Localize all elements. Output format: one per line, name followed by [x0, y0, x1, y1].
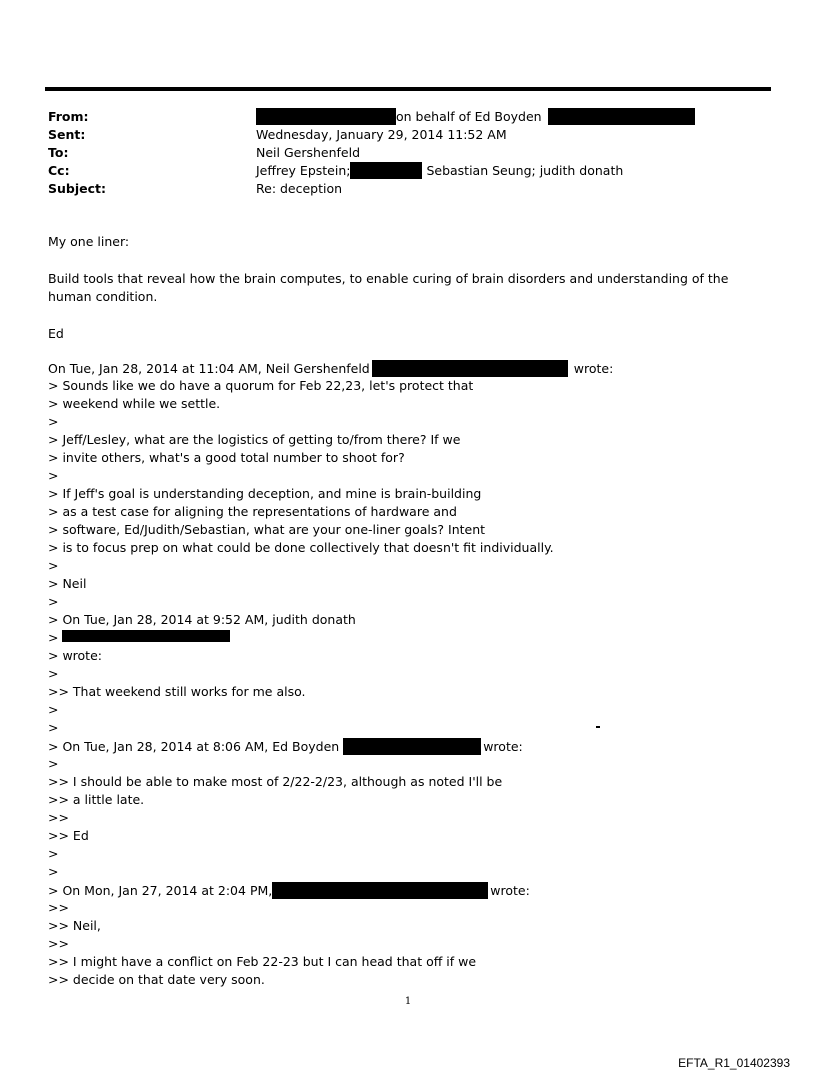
quote-line: >> I should be able to make most of 2/22-2/23, although as noted I'll be [48, 774, 503, 789]
quote-line: > [48, 414, 59, 429]
quote-line: > If Jeff's goal is understanding deception, and mine is brain-building [48, 486, 482, 501]
quote-line: > Sounds like we do have a quorum for Feb 22,23, let's protect that [48, 378, 474, 393]
from-label: From: [48, 109, 89, 124]
quote-attribution: > On Mon, Jan 27, 2014 at 2:04 PM, [48, 883, 273, 898]
quote-line: >> decide on that date very soon. [48, 972, 265, 987]
cc-label: Cc: [48, 163, 70, 178]
page-number: 1 [404, 996, 412, 1007]
subject-label: Subject: [48, 181, 106, 196]
quote-line: > On Tue, Jan 28, 2014 at 9:52 AM, judith donath [48, 612, 356, 627]
quote-line: >> a little late. [48, 792, 145, 807]
quote-line: >> I might have a conflict on Feb 22-23 but I can head that off if we [48, 954, 477, 969]
sent-label: Sent: [48, 127, 86, 142]
quote-line: > Neil [48, 576, 87, 591]
to-value: Neil Gershenfeld [256, 145, 361, 160]
redaction-block [62, 630, 230, 642]
cc-rest: Sebastian Seung; judith donath [426, 163, 624, 178]
quote-line: > [48, 720, 59, 735]
quote-line: > as a test case for aligning the representations of hardware and [48, 504, 457, 519]
stray-mark [596, 726, 600, 728]
quote-line: >> [48, 810, 69, 825]
quote-line: >> [48, 900, 69, 915]
quote-line [48, 882, 530, 899]
message-statement: Build tools that reveal how the brain computes, to enable curing of brain disorders and understanding of the human condition. [48, 271, 729, 304]
bates-number: EFTA_R1_01402393 [678, 1056, 790, 1070]
to-label: To: [48, 145, 69, 160]
quote-line: >> [48, 936, 69, 951]
quote-line: > weekend while we settle. [48, 396, 221, 411]
header-rule [45, 87, 771, 91]
from-value [256, 108, 695, 126]
quote-line: > invite others, what's a good total number to shoot for? [48, 450, 405, 465]
quote-attribution: On Tue, Jan 28, 2014 at 11:04 AM, Neil Gershenfeld [48, 361, 370, 376]
redaction-block [343, 738, 481, 755]
quote-line: > [48, 468, 59, 483]
redaction-block [372, 360, 568, 377]
quote-line: > [48, 702, 59, 717]
message-intro: My one liner: [48, 234, 130, 249]
redaction-block [350, 162, 422, 179]
message-signoff: Ed [48, 326, 64, 341]
quote-line: >> Neil, [48, 918, 101, 933]
quote-line: > [48, 666, 59, 681]
cc-first: Jeffrey Epstein; [256, 163, 351, 178]
from-suffix: on behalf of Ed Boyden [396, 109, 542, 124]
quote-line: > [48, 846, 59, 861]
quote-wrote: wrote: [483, 739, 523, 754]
quote-line [48, 738, 523, 755]
sent-value: Wednesday, January 29, 2014 11:52 AM [256, 127, 507, 142]
cc-value [256, 162, 623, 180]
redaction-block [272, 882, 488, 899]
quote-line: > is to focus prep on what could be done collectively that doesn't fit individually. [48, 540, 554, 555]
quote-wrote: wrote: [490, 883, 530, 898]
quote-line: > [48, 864, 59, 879]
quote-line [48, 630, 230, 645]
quote-wrote: wrote: [573, 361, 614, 376]
redaction-block [256, 108, 396, 125]
quote-line: > [48, 756, 59, 771]
quote-marker: > [48, 630, 59, 645]
quote-attribution: > On Tue, Jan 28, 2014 at 8:06 AM, Ed Boyden [48, 739, 340, 754]
quote-line: > wrote: [48, 648, 102, 663]
quote-line: > software, Ed/Judith/Sebastian, what are your one-liner goals? Intent [48, 522, 486, 537]
redaction-block [548, 108, 695, 125]
quote-line: > Jeff/Lesley, what are the logistics of getting to/from there? If we [48, 432, 461, 447]
quote-line: > [48, 558, 59, 573]
quote-line: > [48, 594, 59, 609]
subject-value: Re: deception [256, 181, 343, 196]
quote-line: >> That weekend still works for me also. [48, 684, 306, 699]
quote-line [48, 360, 613, 377]
quote-line: >> Ed [48, 828, 89, 843]
